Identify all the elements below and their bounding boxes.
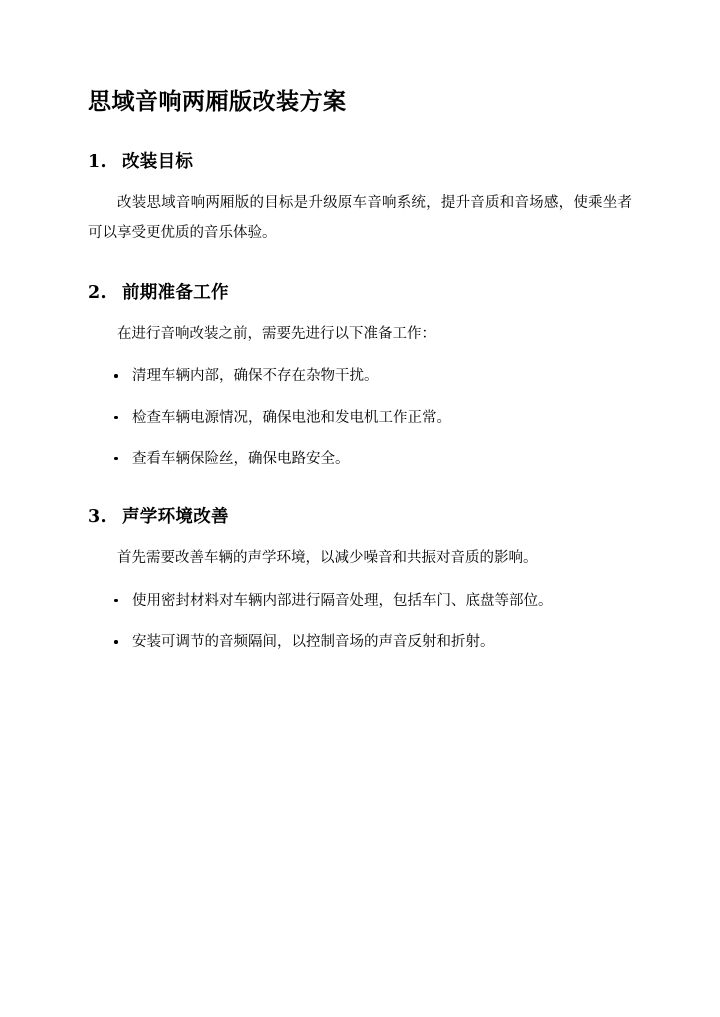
section-heading-1 [88, 148, 632, 173]
section-paragraph-2-1: 在进行音响改装之前，需要先进行以下准备工作： [117, 325, 436, 342]
section-number-2: 2. [88, 282, 107, 303]
section-paragraph-3-1: 首先需要改善车辆的声学环境，以减少噪音和共振对音质的影响。 [117, 550, 538, 567]
section-title-1: 改装目标 [122, 152, 194, 173]
list-item: 使用密封材料对车辆内部进行隔音处理，包括车门、底盘等部位。 [88, 587, 632, 615]
section-number-3: 3. [88, 507, 107, 528]
section-number-1: 1. [88, 152, 107, 173]
list-item: 查看车辆保险丝，确保电路安全。 [88, 445, 632, 473]
section-title-3: 声学环境改善 [122, 507, 229, 528]
list-item: 检查车辆电源情况，确保电池和发电机工作正常。 [88, 404, 632, 432]
page-title: 思域音响两厢版改装方案 [88, 88, 347, 115]
section-bullet-list-3 [88, 587, 632, 657]
section-bullet-list-2 [88, 362, 632, 473]
section-heading-3 [88, 503, 632, 528]
section-heading-2 [88, 279, 632, 304]
list-item: 清理车辆内部，确保不存在杂物干扰。 [88, 362, 632, 390]
section-paragraph-1-1: 改装思域音响两厢版的目标是升级原车音响系统，提升音质和音场感，使乘坐者可以享受更优质的音乐体验。 [88, 195, 632, 241]
section-title-2: 前期准备工作 [122, 282, 229, 303]
list-item: 安装可调节的音频隔间，以控制音场的声音反射和折射。 [88, 628, 632, 656]
